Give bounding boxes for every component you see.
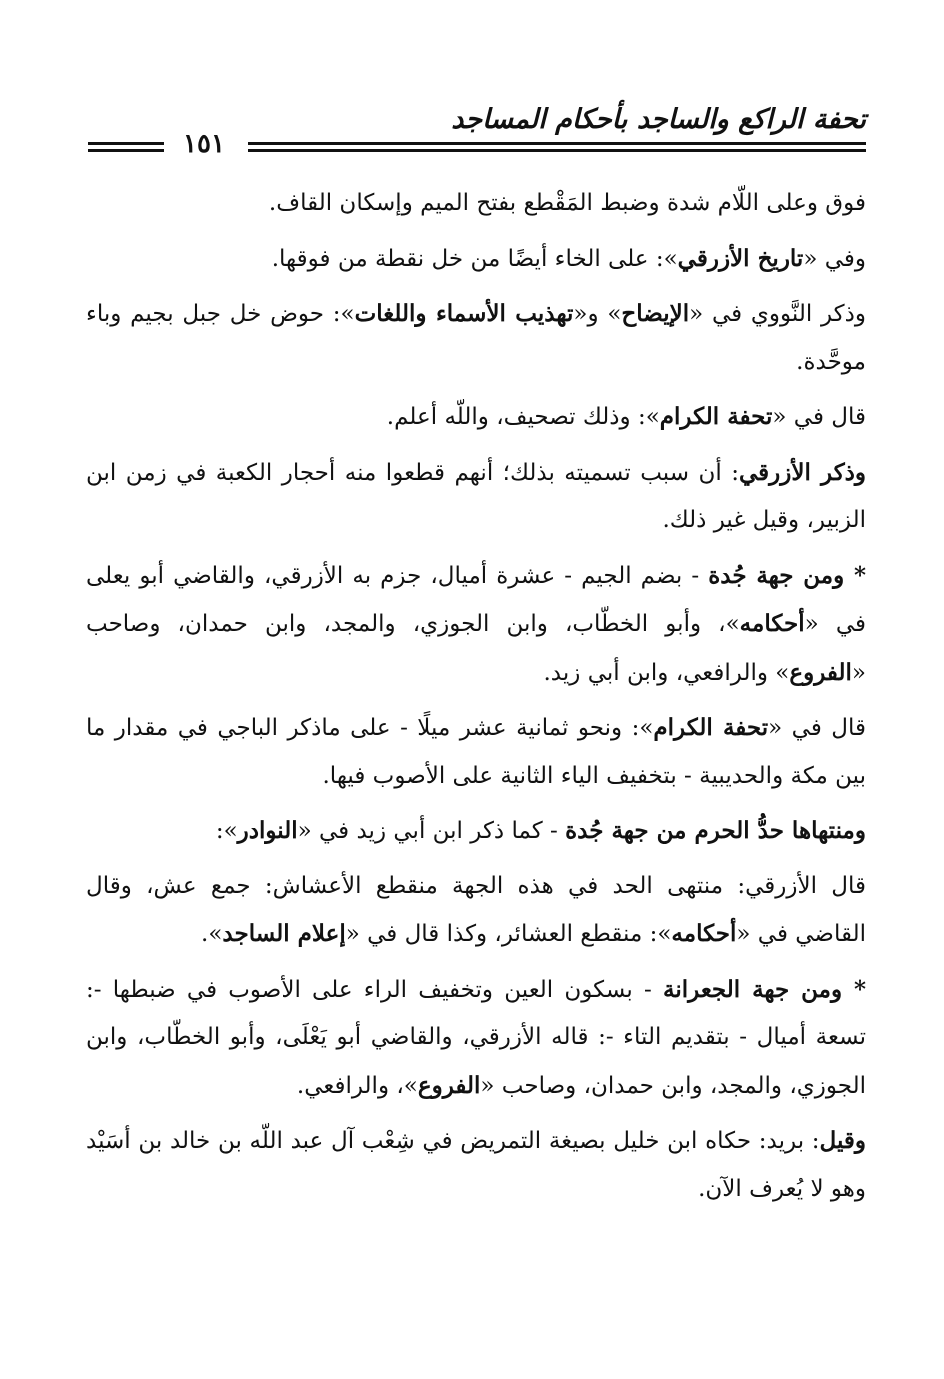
paragraph: [86, 552, 866, 698]
paragraph: [86, 235, 866, 284]
bold-text: وقيل: [819, 1127, 866, 1154]
bold-text: أحكامه: [671, 920, 737, 947]
paragraph-text: - بضم الجيم - عشرة أميال، جزم به الأزرقي، والقاضي أبو يعلى في «: [86, 562, 866, 637]
page-number: ١٥١: [183, 129, 225, 159]
paragraph-text: »: حوض خل جبل بجيم وباء موحَّدة.: [86, 301, 866, 375]
paragraph: [86, 807, 866, 856]
bold-text: وذكر الأزرقي: [738, 458, 866, 486]
bold-text: * ومن جهة الجعرانة: [663, 975, 866, 1003]
page-header: [88, 96, 866, 162]
paragraph: [86, 1117, 866, 1213]
bold-text: النوادر: [237, 817, 298, 844]
paragraph-text: : بريد: حكاه ابن خليل بصيغة التمريض في شِعْب آل عبد اللّه بن خالد بن أسَيْد وهو لا يُعرف الآن.: [86, 1128, 866, 1202]
bold-text: تهذيب الأسماء واللغات: [354, 300, 574, 327]
paragraph-text: »: منقطع العشائر، وكذا قال في «: [345, 921, 672, 947]
paragraph-text: »:: [215, 818, 238, 844]
paragraph-text: »: ونحو ثمانية عشر ميلًا - على ماذكر الباجي في مقدار ما بين مكة والحديبية - بتخفيف الياء الثانية على الأصوب فيها.: [86, 715, 866, 789]
paragraph-text: »، وأبو الخطّاب، وابن الجوزي، والمجد، وابن حمدان، وصاحب «: [86, 611, 866, 686]
paragraph: [86, 180, 866, 228]
paragraph-text: قال الأزرقي: منتهى الحد في هذه الجهة منقطع الأعشاش: جمع عش، وقال القاضي في «: [86, 872, 866, 947]
bold-text: أحكامه: [739, 610, 805, 637]
paragraph-text: »، والرافعي.: [296, 1072, 418, 1099]
bold-text: الإيضاح: [621, 300, 690, 327]
header-rule-short: [88, 142, 164, 152]
paragraph-text: » والرافعي، وابن أبي زيد.: [543, 659, 790, 686]
paragraph-text: فوق وعلى اللّام شدة وضبط المَقْطع بفتح الميم وإسكان القاف.: [268, 190, 866, 216]
paragraph-text: قال في «: [772, 404, 866, 430]
paragraph-text: وفي «: [803, 245, 866, 272]
paragraph-text: »: وذلك تصحيف، واللّه أعلم.: [386, 404, 660, 430]
paragraph-text: قال في «: [768, 715, 866, 741]
paragraph-text: - بسكون العين وتخفيف الراء على الأصوب في ضبطها -: تسعة أميال - بتقديم التاء -: قاله الأزرقي، والقاضي أبو يَعْلَى، وأبو الخطّاب، وابن الجوزي، والمجد، وابن حمدان، وصاحب «: [86, 976, 866, 1099]
paragraph-text: ».: [201, 921, 223, 947]
paragraph-text: - كما ذكر ابن أبي زيد في «: [297, 818, 566, 844]
bold-text: إعلام الساجد: [222, 920, 346, 947]
paragraph: [86, 704, 866, 800]
bold-text: * ومن جهة جُدة: [708, 561, 866, 589]
paragraph: [86, 290, 866, 386]
bold-text: الفروع: [789, 658, 852, 686]
bold-text: ومنتهاها حدُّ الحرم من جهة جُدة: [565, 817, 866, 844]
paragraph-text: »: على الخاء أيضًا من خل نقطة من فوقها.: [271, 245, 678, 272]
paragraph-text: وذكر النَّووي في «: [689, 301, 866, 327]
paragraph: [86, 449, 866, 545]
bold-text: تحفة الكرام: [659, 403, 773, 430]
paragraph: [86, 393, 866, 442]
bold-text: تاريخ الأزرقي: [677, 244, 804, 272]
paragraph: [86, 966, 866, 1111]
paragraph-text: » و«: [573, 301, 622, 327]
paragraph: [86, 863, 866, 959]
bold-text: تحفة الكرام: [653, 714, 769, 741]
header-rule-long: [248, 142, 866, 152]
body-text: [86, 180, 866, 1220]
running-title: تحفة الراكع والساجد بأحكام المساجد: [451, 104, 866, 135]
bold-text: الفروع: [417, 1071, 481, 1099]
paragraph-text: : أن سبب تسميته بذلك؛ أنهم قطعوا منه أحجار الكعبة في زمن ابن الزبير، وقيل غير ذلك.: [86, 459, 866, 533]
